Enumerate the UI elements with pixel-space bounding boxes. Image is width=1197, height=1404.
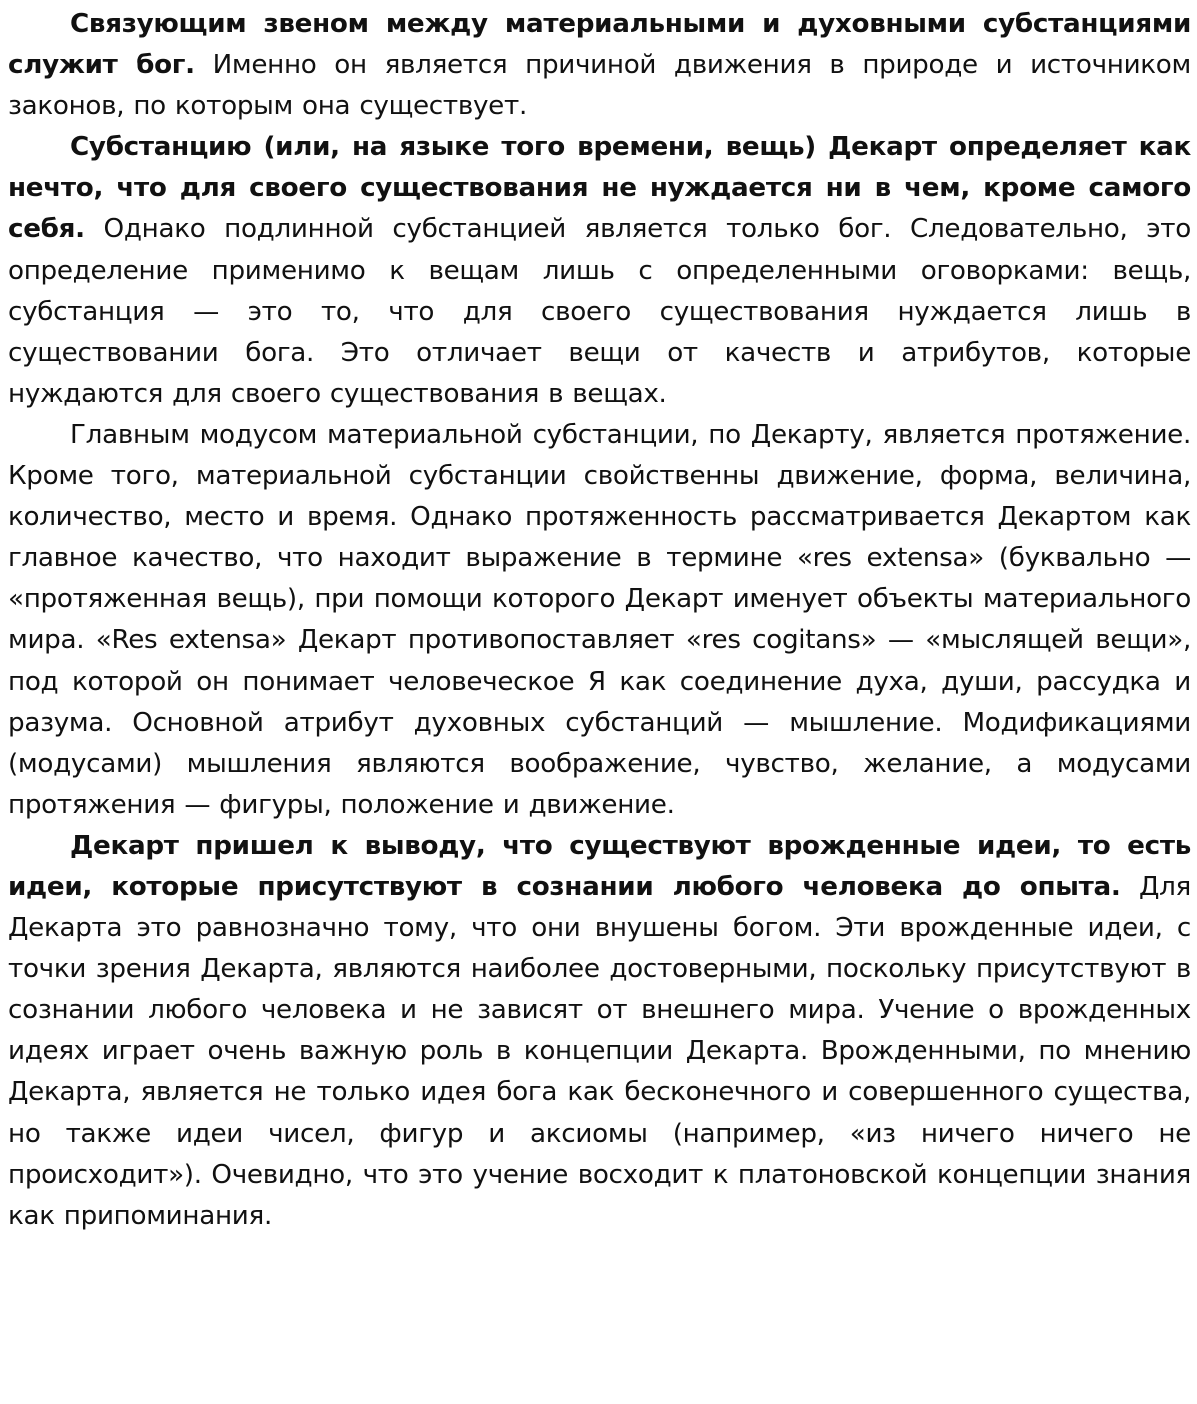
paragraph-3-text: Главным модусом материальной субстанции, по Декарту, является протяжение. Кроме того, материальной субстанции свойственны движение, форма, величина, количество, место и время. Однако протяженность рассматривается Декартом как главное качество, что находит выражение в термине «res extensa» (буквально — «протяженная вещь), при помощи которого Декарт именует объекты материального мира. «Res extensa» Декарт противопоставляет «res cogitans» — «мыслящей вещи», под которой он понимает человеческое Я как соединение духа, души, рассудка и разума. Основной атрибут духовных субстанций — мышление. Модификациями (модусами) мышления являются воображение, чувство, желание, а модусами протяжения — фигуры, положение и движение. [8, 419, 1191, 820]
paragraph-2-bold-lead: Субстанцию (или, на языке того времени, вещь) Декарт определяет как нечто, что для своего существования не нуждается ни в чем, кроме самого себя. [8, 132, 1191, 245]
document-page [8, 4, 1191, 1237]
paragraph-4-bold-lead: Декарт пришел к выводу, что существуют врожденные идеи, то есть идеи, которые присутствуют в сознании любого человека до опыта. [8, 830, 1191, 902]
paragraph-3 [8, 415, 1191, 826]
paragraph-2-text: Однако подлинной субстанцией является только бог. Следовательно, это определение применимо к вещам лишь с определенными оговорками: вещь, субстанция — это то, что для своего существования нуждается лишь в существовании бога. Это отличает вещи от качеств и атрибутов, которые нуждаются для своего существования в вещах. [8, 214, 1191, 409]
paragraph-1-text: Именно он является причиной движения в природе и источником законов, по которым она существует. [8, 50, 1191, 122]
paragraph-2 [8, 127, 1191, 415]
paragraph-1 [8, 4, 1191, 127]
paragraph-4 [8, 826, 1191, 1237]
paragraph-4-text: Для Декарта это равнозначно тому, что они внушены богом. Эти врожденные идеи, с точки зрения Декарта, являются наиболее достоверными, поскольку присутствуют в сознании любого человека и не зависят от внешнего мира. Учение о врожденных идеях играет очень важную роль в концепции Декарта. Врожденными, по мнению Декарта, является не только идея бога как бесконечного и совершенного существа, но также идеи чисел, фигур и аксиомы (например, «из ничего ничего не происходит»). Очевидно, что это учение восходит к платоновской концепции знания как припоминания. [8, 871, 1192, 1231]
paragraph-1-bold-lead: Связующим звеном между материальными и духовными субстанциями служит бог. [8, 9, 1191, 81]
